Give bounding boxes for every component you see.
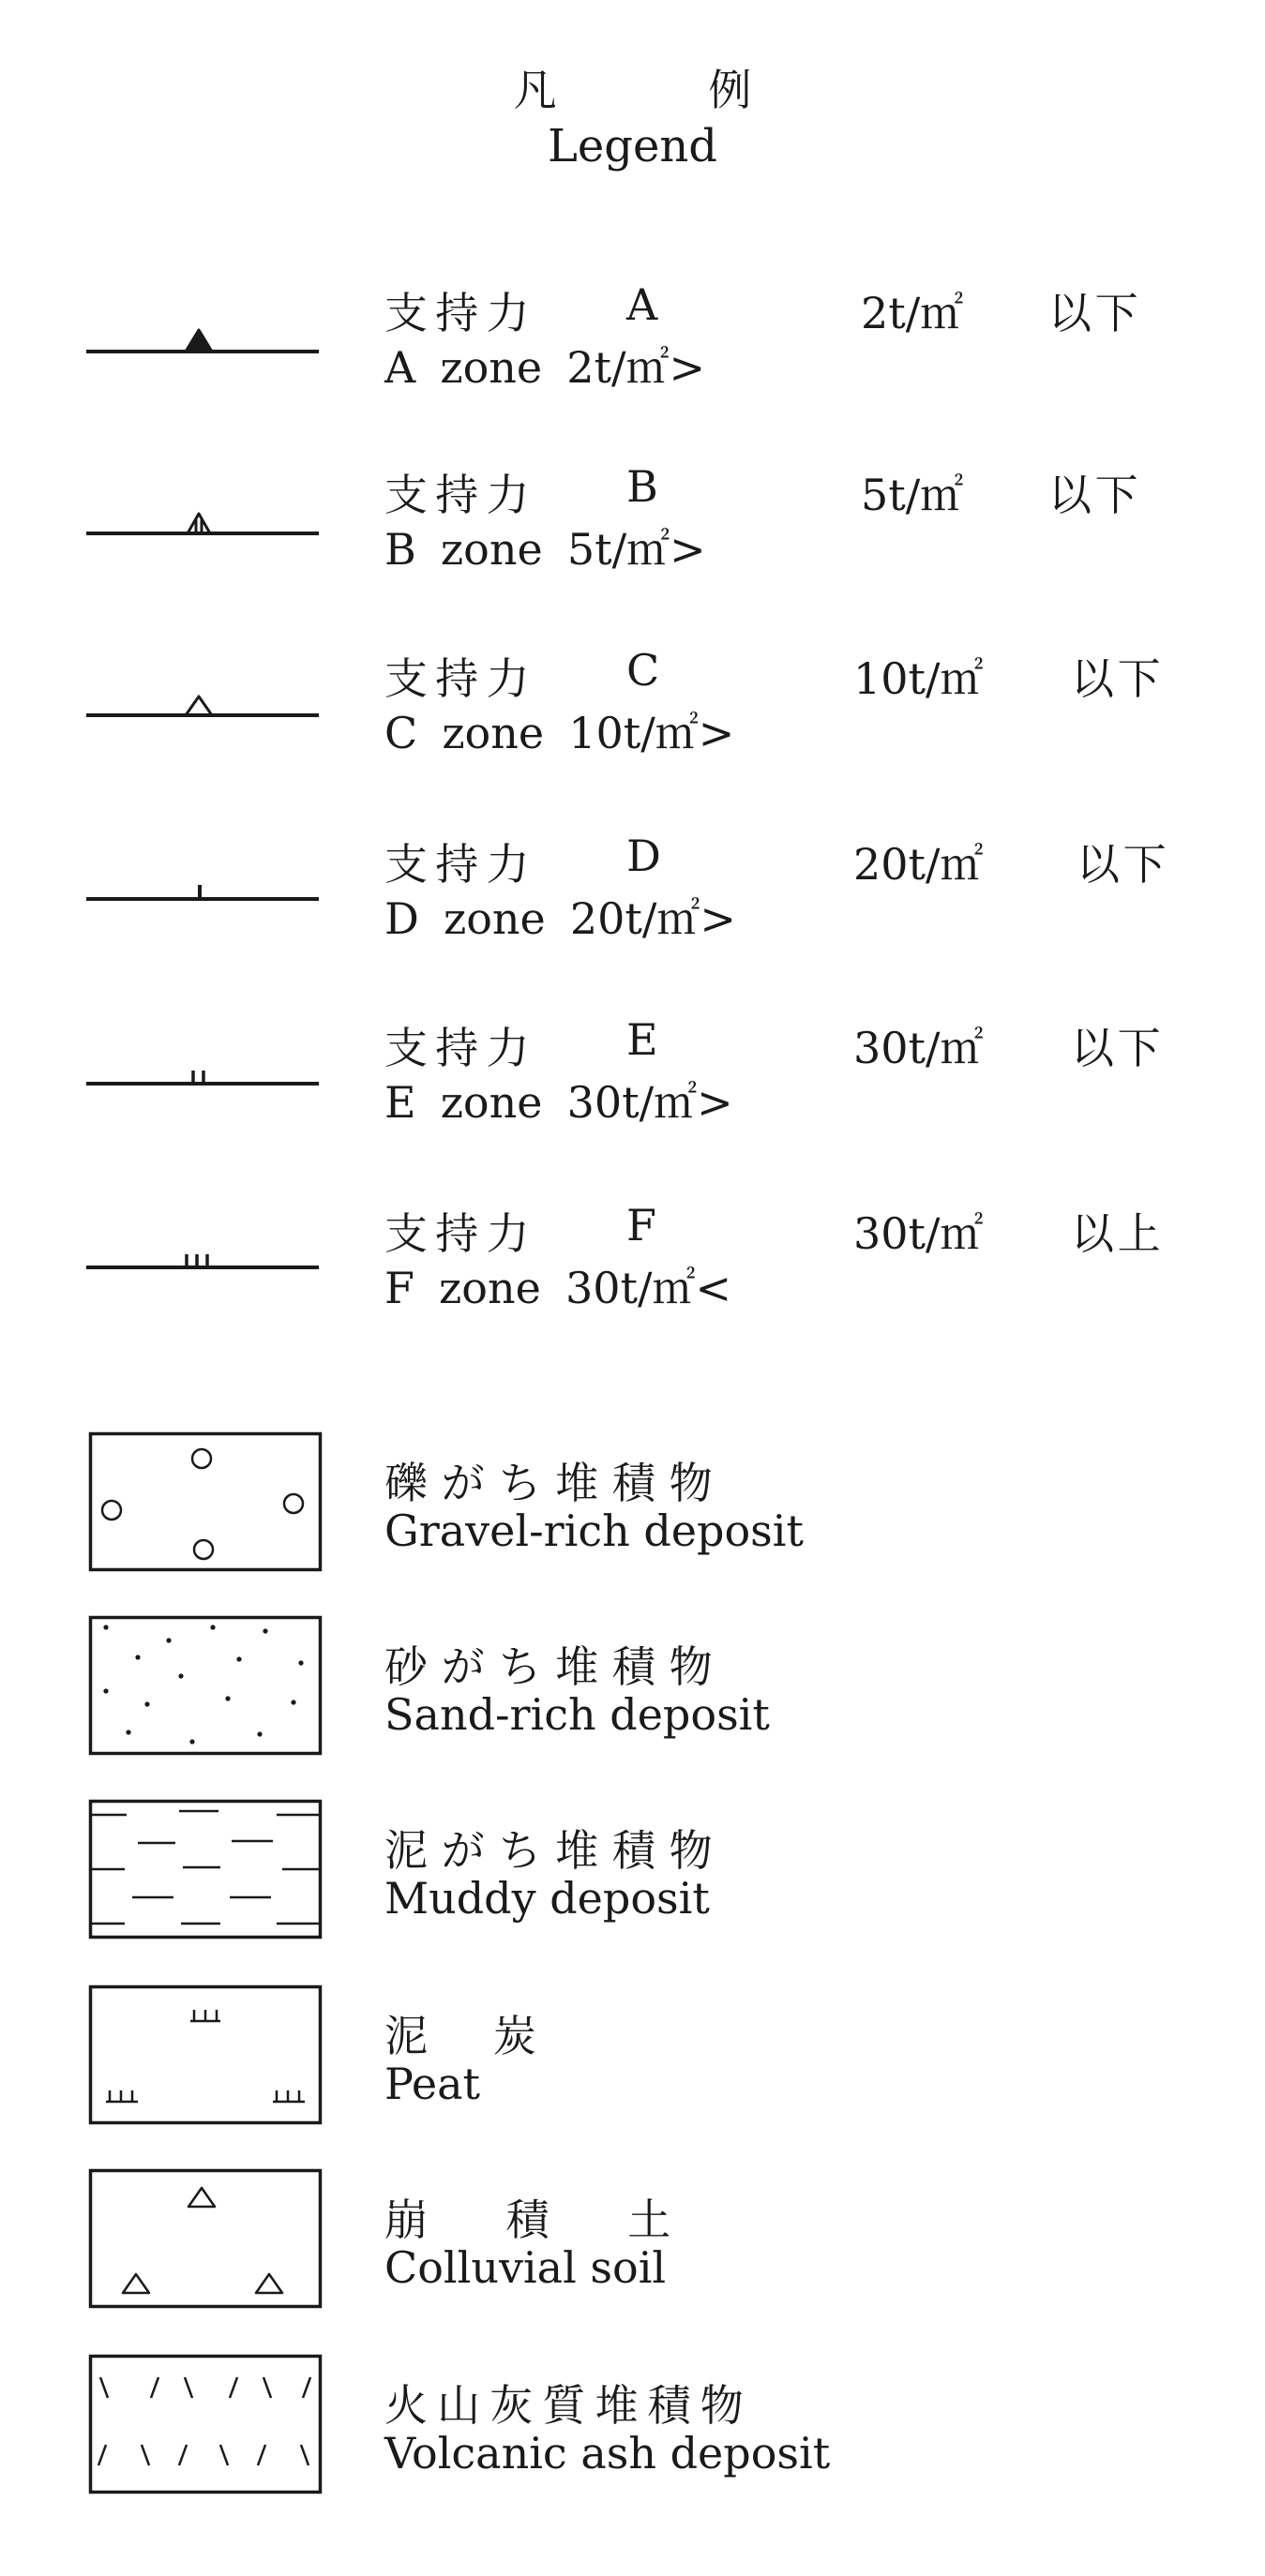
deposit-jp-label: 崩 積 土 [384,2194,703,2245]
legend-title: 凡 例 [513,65,821,115]
zone-value: 10t/㎡ [853,653,984,704]
colluvial-triangle-icon [123,2274,149,2293]
sand-dots-icon [103,1625,303,1744]
deposit-row-mud [0,1800,1265,1950]
zone-relation: 以上 [1071,1208,1165,1259]
hatched-triangle-symbol [86,480,321,546]
legend-subtitle: Legend [547,120,718,172]
zone-letter: B [626,461,658,512]
gravel-circle-icon [284,1494,303,1513]
zone-row-f [0,1200,1265,1331]
colluvial-triangle-icon [256,2274,282,2293]
deposit-jp-label: 礫がち堆積物 [384,1458,727,1508]
sand-pattern-box [89,1616,322,1755]
zone-en-label: A zone 2t/㎡> [384,342,706,393]
zone-letter: D [626,831,661,881]
zone-relation: 以下 [1077,839,1170,890]
zone-letter: F [626,1200,656,1251]
zone-relation: 以下 [1071,1023,1165,1073]
deposit-en-label: Muddy deposit [384,1873,710,1924]
deposit-row-sand [0,1616,1265,1766]
gravel-circle-icon [192,1449,211,1468]
volcanic-pattern-box [89,2355,322,2494]
zone-value: 20t/㎡ [853,839,984,890]
zone-row-a [0,279,1265,411]
zone-jp-label: 支持力 [384,653,537,704]
zone-letter: E [626,1014,658,1065]
zone-en-label: F zone 30t/㎡< [384,1263,731,1313]
single-tick-symbol [86,849,321,915]
zone-letter: C [626,645,660,696]
zone-jp-label: 支持力 [384,288,537,338]
deposit-en-label: Gravel-rich deposit [384,1505,804,1556]
zone-row-c [0,645,1265,776]
deposit-en-label: Colluvial soil [384,2242,667,2293]
peat-tuft-icon [106,2090,138,2102]
deposit-jp-label: 砂がち堆積物 [384,1641,727,1692]
zone-en-label: B zone 5t/㎡> [384,524,706,575]
open-triangle-symbol [86,664,321,729]
triple-tick-symbol [86,1219,321,1284]
zone-value: 30t/㎡ [853,1023,984,1073]
zone-jp-label: 支持力 [384,1023,537,1073]
zone-en-label: E zone 30t/㎡> [384,1077,733,1128]
peat-pattern-box [89,1985,322,2124]
deposit-en-label: Volcanic ash deposit [384,2428,831,2479]
gravel-circle-icon [194,1540,213,1559]
zone-row-b [0,461,1265,592]
deposit-row-gravel [0,1432,1265,1582]
deposit-en-label: Sand-rich deposit [384,1689,770,1740]
filled-triangle-symbol [86,298,321,364]
peat-tuft-icon [273,2090,305,2102]
zone-jp-label: 支持力 [384,839,537,890]
mud-pattern-box [89,1800,322,1939]
gravel-circle-icon [102,1501,121,1520]
zone-en-label: C zone 10t/㎡> [384,708,735,758]
deposit-jp-label: 泥がち堆積物 [384,1825,727,1876]
zone-value: 30t/㎡ [853,1208,984,1259]
deposit-row-volcanic [0,2355,1265,2505]
deposit-row-peat [0,1985,1265,2135]
deposit-jp-label: 火山灰質堆積物 [384,2380,753,2431]
zone-relation: 以下 [1048,288,1142,338]
deposit-en-label: Peat [384,2059,481,2109]
zone-relation: 以下 [1071,653,1165,704]
zone-row-d [0,831,1265,962]
zone-letter: A [626,279,658,330]
zone-jp-label: 支持力 [384,1208,537,1259]
zone-en-label: D zone 20t/㎡> [384,893,736,944]
peat-tuft-icon [190,2010,220,2021]
volcanic-slash-icon [98,2377,310,2465]
zone-row-e [0,1014,1265,1146]
deposit-row-colluvial [0,2169,1265,2319]
colluvial-triangle-icon [188,2188,215,2207]
colluvial-pattern-box [89,2169,322,2308]
zone-value: 2t/㎡ [861,288,964,338]
zone-jp-label: 支持力 [384,470,537,520]
zone-value: 5t/㎡ [861,470,964,520]
deposit-jp-label: 泥 炭 [384,2011,563,2061]
mud-dashes-icon [91,1811,320,1924]
gravel-pattern-box [89,1432,322,1571]
zone-relation: 以下 [1048,470,1142,520]
double-tick-symbol [86,1033,321,1099]
